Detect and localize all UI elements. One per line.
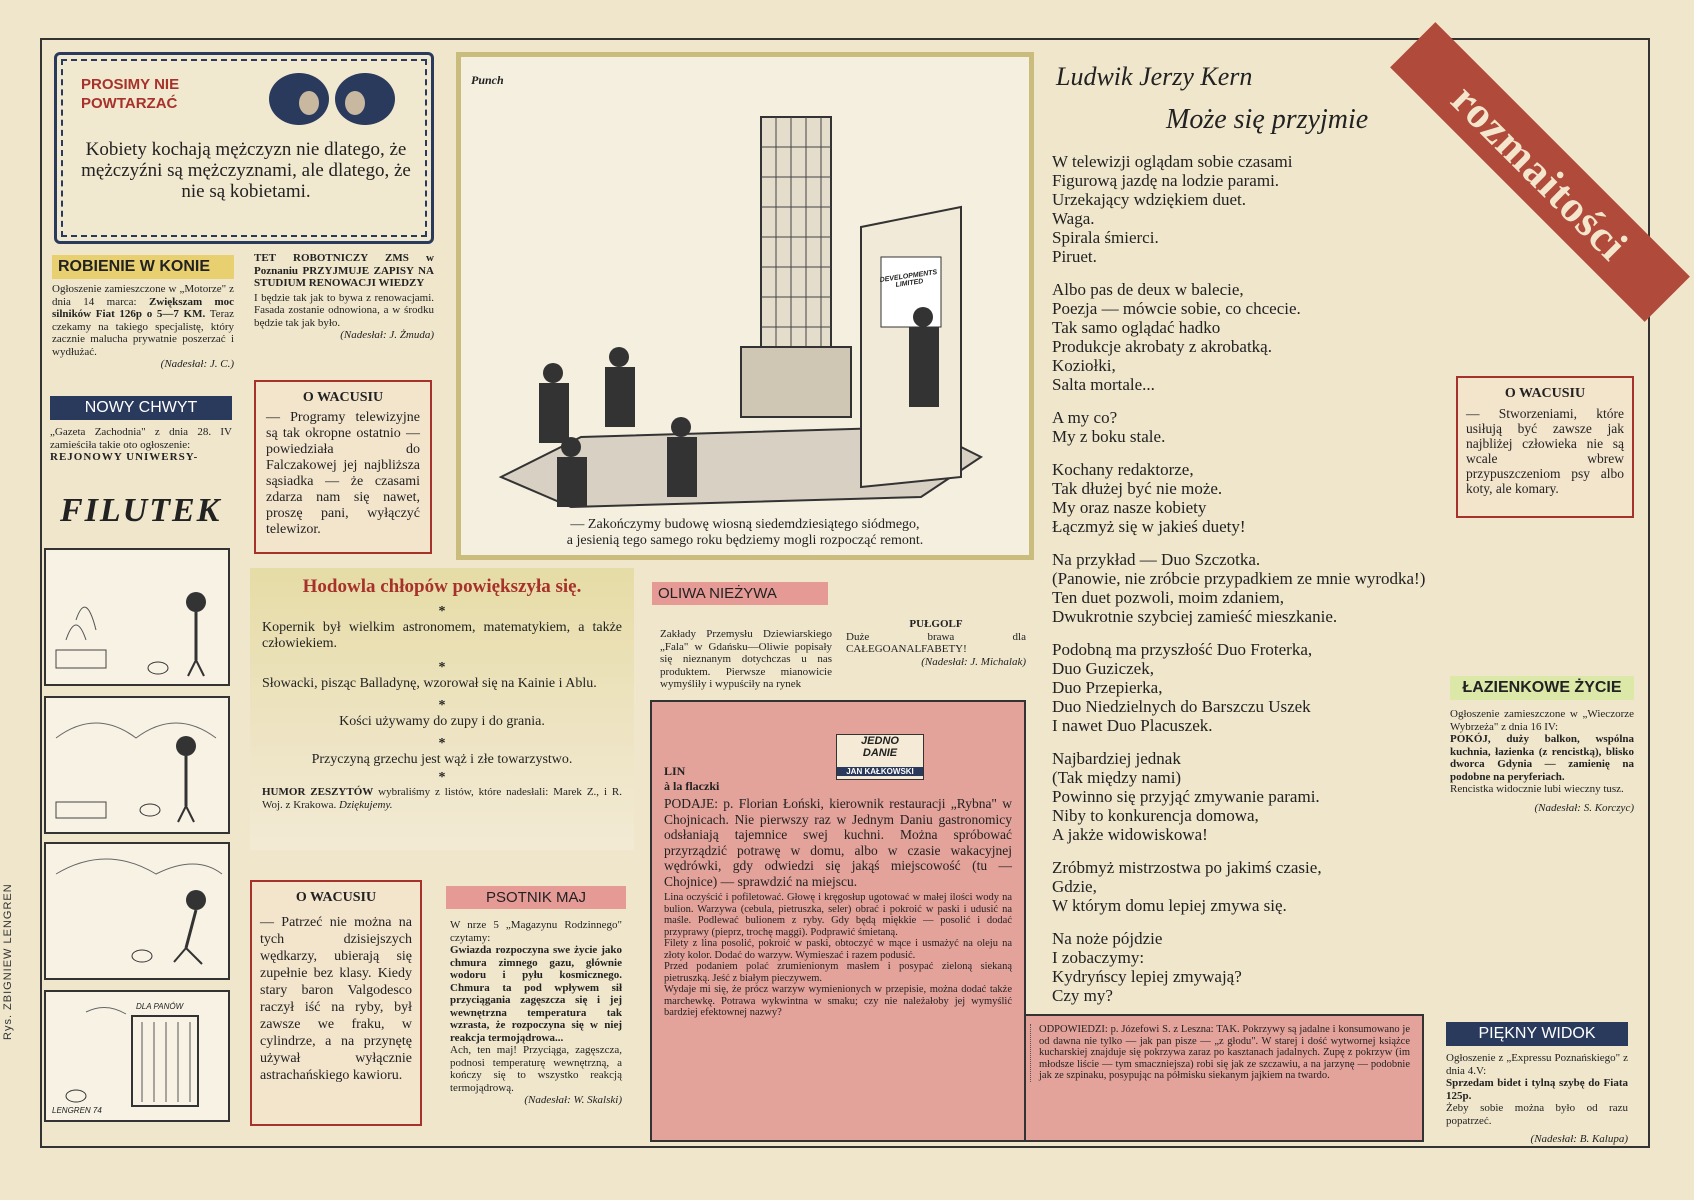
psotnik-text: W nrze 5 „Magazynu Rodzinnego" czytamy:: [450, 919, 622, 944]
psotnik-signature: (Nadesłał: W. Skalski): [524, 1094, 622, 1106]
robienie-bold: Zwiększam moc silników Fiat 126p o 5—7 KM.: [52, 295, 234, 320]
star-3: *: [438, 698, 446, 713]
robienie-title: ROBIENIE W KONIE: [52, 255, 234, 279]
robienie-text1: Ogłoszenie zamieszczone w „Motorze" z dnia 14 marca:: [52, 283, 234, 308]
oliwa-bold: PUŁGOLF: [909, 618, 963, 630]
jedno-logo-2: DANIE: [862, 747, 898, 759]
nowy-article: [50, 396, 232, 464]
poem-author: Ludwik Jerzy Kern: [1056, 62, 1253, 91]
prosimy-text: Kobiety kochają mężczyzn nie dlatego, że mężczyźni są mężczyznami, ale dlatego, że nie są kobietami.: [81, 139, 411, 202]
wacus1-text: — Programy telewizyjne są tak okropne ostatnio — powiedziała do Falczakowej jej najbliższa sąsiadka — że czasami zdarza nam się nawet, proszę pani, wyłączyć telewizor.: [266, 410, 420, 537]
side-credit: Rys. ZBIGNIEW LENGREN: [2, 883, 14, 1040]
jedno-odpowiedzi: ODPOWIEDZI: p. Józefowi S. z Leszna: TAK. Pokrzywy są jadalne i konsumowano je od dawna nie tylko — jak pan pisze — „z głodu". W starej i dość wytwornej książce kucharskiej znajduje się pokrzywa zaraz po kasztanach jadalnych. Zupę z pokrzyw (im młodsze liście — tym smaczniejsza) robi się jak ze szczawiu, a na jarzynę — podobnie jak ze szpinaku, posypując na półmisku siekanym jajkiem na twardo.: [1030, 1024, 1410, 1082]
tet-signature: (Nadesłał: J. Żmuda): [340, 329, 434, 341]
caption-line-1: — Zakończymy budowę wiosną siedemdziesiątego siódmego,: [570, 517, 920, 532]
hodowla-box: [250, 568, 634, 850]
wacus3-title: O WACUSIU: [1504, 386, 1586, 401]
jedno-logo-3: JAN KAŁKOWSKI: [837, 767, 923, 776]
robienie-body: [52, 283, 234, 358]
poem-stanza-8: Zróbmyż mistrzostwa po jakimś czasie, Gdzie, W którym domu lepiej zmywa się.: [1052, 858, 1322, 915]
lazienkowe-body: [1450, 708, 1634, 814]
hodowla-item-1: Kopernik był wielkim astronomem, matematykiem, a także człowiekiem.: [262, 620, 622, 651]
piekny-body: [1446, 1052, 1628, 1146]
filutek-panel-2: [44, 696, 230, 834]
wacus2-text: — Patrzeć nie można na tych dzisiejszych wędkarzy, ubierają się zupełnie bez klasy. Kiedy stary baron Valgodesco raczył iść na ryby, był zawsze we fraku, w cylindrze, a na przynętę używał wyłącznie astrachańskiego kawioru.: [260, 915, 412, 1083]
hodowla-title: Hodowla chłopów powiększyła się.: [302, 576, 582, 597]
lazienkowe-text: Ogłoszenie zamieszczone w „Wieczorze Wybrzeża" z dnia 16 IV:: [1450, 708, 1634, 733]
lazienkowe-text2: Rencistka widocznie lubi wieczny tusz.: [1450, 783, 1624, 795]
psotnik-bold: Gwiazda rozpoczyna swe życie jako chmura zimnego gazu, głównie wodoru i pyłu kosmicznego. Chmura ta pod wpływem sił przyciągania zagęszcza się i jej wewnętrzna temperatura tak wzrasta, że rozpoczyna się w niej reakcja termojądrowa...: [450, 944, 622, 1044]
psotnik-article: [446, 886, 626, 1107]
oliwa-signature: (Nadesłał: J. Michalak): [921, 655, 1026, 668]
filutek-artist: LENGREN 74: [52, 1106, 102, 1115]
cartoon-drawing: [461, 57, 1029, 555]
jedno-para-1: PODAJE: p. Florian Łoński, kierownik restauracji „Rybna" w Chojnicach. Nie pierwszy raz w Jednym Daniu gastronomicy odsłaniają tajemnice swej kuchni. Można spróbować przyrządzić potrawę w domu, albo w czasie wakacyjnej wędrówki, gdy odwiedzi się jakąś miejscowość (tu — Chojnice) — sprawdzić na miejscu.: [664, 796, 1012, 889]
filutek-drawing-1: [46, 550, 228, 684]
oliwa-title: OLIWA NIEŻYWA: [652, 582, 828, 605]
punch-label: Punch: [471, 73, 504, 87]
monkeys-icon: [257, 67, 407, 127]
wacus1-box: [254, 380, 432, 554]
piekny-article: [1446, 1022, 1628, 1146]
piekny-title: PIĘKNY WIDOK: [1446, 1022, 1628, 1046]
piekny-text2: Żeby sobie można było od razu popatrzeć.: [1446, 1102, 1628, 1127]
piekny-signature: (Nadesłał: B. Kalupa): [1530, 1133, 1628, 1145]
poem-stanza-9: Na noże pójdzie I zobaczymy: Kydryńscy lepiej zmywają? Czy my?: [1052, 929, 1242, 1005]
lazienkowe-bold: POKÓJ, duży balkon, wspólna kuchnia, łazienka (z rencistką), blisko dworca Gdynia — zamienię na podobne na peryferiach.: [1450, 733, 1634, 783]
nowy-text: „Gazeta Zachodnia" z dnia 28. IV zamieściła takie oto ogłoszenie:: [50, 426, 232, 451]
poem-stanza-1: W telewizji oglądam sobie czasami Figurową jazdę na lodzie parami. Urzekający wdziękiem duet. Waga. Spirala śmierci. Piruet.: [1052, 152, 1293, 266]
banner-label: rozmaitości: [1442, 74, 1638, 270]
wacus3-box: [1456, 376, 1634, 518]
oliwa-text2: Duże brawa dla CAŁEGOANALFABETY!: [846, 630, 1026, 655]
prosimy-title: PROSIMY NIE POWTARZAĆ: [81, 76, 180, 112]
filutek-drawing-3: [46, 844, 228, 978]
filutek-panel-3: [44, 842, 230, 980]
jedno-para-4: Przed podaniem polać zrumienionym masłem i posypać zieloną siekaną pietruszką. Jeść z białym pieczywem.: [664, 961, 1012, 984]
hodowla-item-2: Słowacki, pisząc Balladynę, wzorował się na Kainie i Ablu.: [262, 676, 597, 691]
nowy-title: NOWY CHWYT: [50, 396, 232, 420]
hodowla-footer-text: wybraliśmy z listów, które nadesłali: Marek Z., i R. Woj. z Krakowa.: [262, 786, 622, 811]
poem-stanza-2: Albo pas de deux w balecie, Poezja — mówcie sobie, co chcecie. Tak samo oglądać hadko Produkcje akrobaty z akrobatką. Koziołki, Salta mortale...: [1052, 280, 1301, 394]
filutek-panel-1: [44, 548, 230, 686]
star-1: *: [438, 604, 446, 619]
wacus3-text: — Stworzeniami, które usiłują być zawsze jak najbliżej człowieka nie są wcale wbrew przypuszczeniom psy albo koty, ale komary.: [1466, 406, 1624, 496]
filutek-drawing-4: [46, 992, 228, 1120]
poem-stanza-7: Najbardziej jednak (Tak między nami) Powinno się przyjąć zmywanie parami. Niby to konkurencja domowa, A jakże widowiskowa!: [1052, 749, 1320, 844]
hodowla-item-3: Kości używamy do zupy i do grania.: [339, 714, 545, 729]
hodowla-item-4: Przyczyną grzechu jest wąż i złe towarzystwo.: [311, 752, 573, 767]
psotnik-text2: Ach, ten maj! Przyciąga, zagęszcza, podnosi temperaturę wewnętrzną, a kończy się to wszystko reakcją termojądrową.: [450, 1044, 622, 1094]
filutek-panel-4: [44, 990, 230, 1122]
poem-stanza-4: Kochany redaktorze, Tak dłużej być nie może. My oraz nasze kobiety Łączmyż się w jakieś duety!: [1052, 460, 1246, 536]
prosimy-box: [54, 52, 434, 244]
psotnik-title: PSOTNIK MAJ: [446, 886, 626, 909]
jedno-para-3: Filety z lina posolić, pokroić w paski, obtoczyć w mące i usmażyć na oleju na złoty kolor. Dodać do warzyw. Wymieszać i razem podusić.: [664, 938, 1012, 961]
jedno-logo-1: JEDNO: [861, 735, 899, 747]
cartoon-caption: [471, 517, 1019, 549]
poem-stanza-5: Na przykład — Duo Szczotka. (Panowie, nie zróbcie przypadkiem ze mnie wyrodka!) Ten duet pozwoli, moim zdaniem, Dwukrotnie szybciej zamieść mieszkanie.: [1052, 550, 1426, 626]
tet-article: [254, 252, 434, 342]
oliwa-article: [650, 568, 1030, 690]
oliwa-text: Zakłady Przemysłu Dziewiarskiego „Fala" w Gdańsku—Oliwie popisały się nieznanym dotychczas u nas produktem. Pierwsze mianowicie wymyśliły i wypuściły na rynek: [660, 628, 832, 690]
star-5: *: [438, 770, 446, 785]
poem-body: [1052, 152, 1492, 1005]
oliwa-col2: [846, 568, 1026, 668]
lazienkowe-title: ŁAZIENKOWE ŻYCIE: [1450, 676, 1634, 700]
jedno-text: [664, 764, 1012, 1019]
robienie-signature: (Nadesłał: J. C.): [160, 358, 234, 370]
jedno-dish2: à la flaczki: [664, 779, 720, 793]
poem-stanza-6: Podobną ma przyszłość Duo Froterka, Duo Guziczek, Duo Przepierka, Duo Niedzielnych do Barszczu Uszek I nawet Duo Placuszek.: [1052, 640, 1313, 735]
filutek-sign: DLA PANÓW: [136, 1002, 184, 1011]
hodowla-footer-bold: HUMOR ZESZYTÓW: [262, 786, 374, 798]
piekny-bold: Sprzedam bidet i tylną szybę do Fiata 125p.: [1446, 1077, 1628, 1102]
poem-stanza-3: A my co? My z boku stale.: [1052, 408, 1166, 446]
lazienkowe-article: [1450, 676, 1634, 814]
hodowla-thanks: Dziękujemy.: [339, 799, 393, 811]
psotnik-body: [446, 919, 626, 1107]
filutek-title: FILUTEK: [60, 492, 222, 529]
star-2: *: [438, 660, 446, 675]
punch-cartoon: [456, 52, 1034, 560]
caption-line-2: a jesienią tego samego roku będziemy mogli rozpocząć remont.: [566, 533, 924, 548]
hodowla-footer: [262, 786, 622, 812]
lazienkowe-signature: (Nadesłał: S. Korczyc): [1534, 801, 1634, 814]
filutek-drawing-2: [46, 698, 228, 832]
tet-bold: TET ROBOTNICZY ZMS w Poznaniu PRZYJMUJE ZAPISY NA STUDIUM RENOWACJI WIEDZY: [254, 252, 434, 289]
robienie-text2: Teraz czekamy na takiego specjalistę, który zacznie malucha prywatnie poszerzać i wydłużać.: [52, 308, 234, 358]
jedno-dish: LIN: [664, 764, 686, 778]
nowy-bold: REJONOWY UNIWERSY-: [50, 451, 199, 463]
jedno-para-5: Wydaje mi się, że prócz warzyw wymienionych w przepisie, można dodać także marchewkę. Potrawa wykwintna w smaku; czy nie należałoby jej wymyślić bardziej efektownej nazwy?: [664, 984, 1012, 1018]
tet-text: I będzie tak jak to bywa z renowacjami. Fasada zostanie odnowiona, a w środku będzie tak jak było.: [254, 291, 434, 329]
star-4: *: [438, 736, 446, 751]
wacus2-title: O WACUSIU: [295, 890, 377, 905]
jedno-para-2: Lina oczyścić i pofiletować. Głowę i kręgosłup ugotować w małej ilości wody na bulion. Warzywa (cebula, pietruszka, seler) obrać i pokroić w paski i udusić na maśle. Podlewać bulionem z ryby. Gdy będą miękkie — posolić i dodać przyprawy (pieprz, trochę maggi). Podprawić śmietaną.: [664, 892, 1012, 938]
door-sign: DEVELOPMENTS LIMITED: [879, 269, 938, 289]
piekny-text: Ogłoszenie z „Expressu Poznańskiego" z dnia 4.V:: [1446, 1052, 1628, 1077]
oliwa-text-col1: [660, 628, 832, 691]
wacus2-box: [250, 880, 422, 1126]
poem-title: Może się przyjmie: [1166, 104, 1369, 135]
wacus1-title: O WACUSIU: [302, 390, 384, 405]
robienie-article: [52, 255, 234, 371]
